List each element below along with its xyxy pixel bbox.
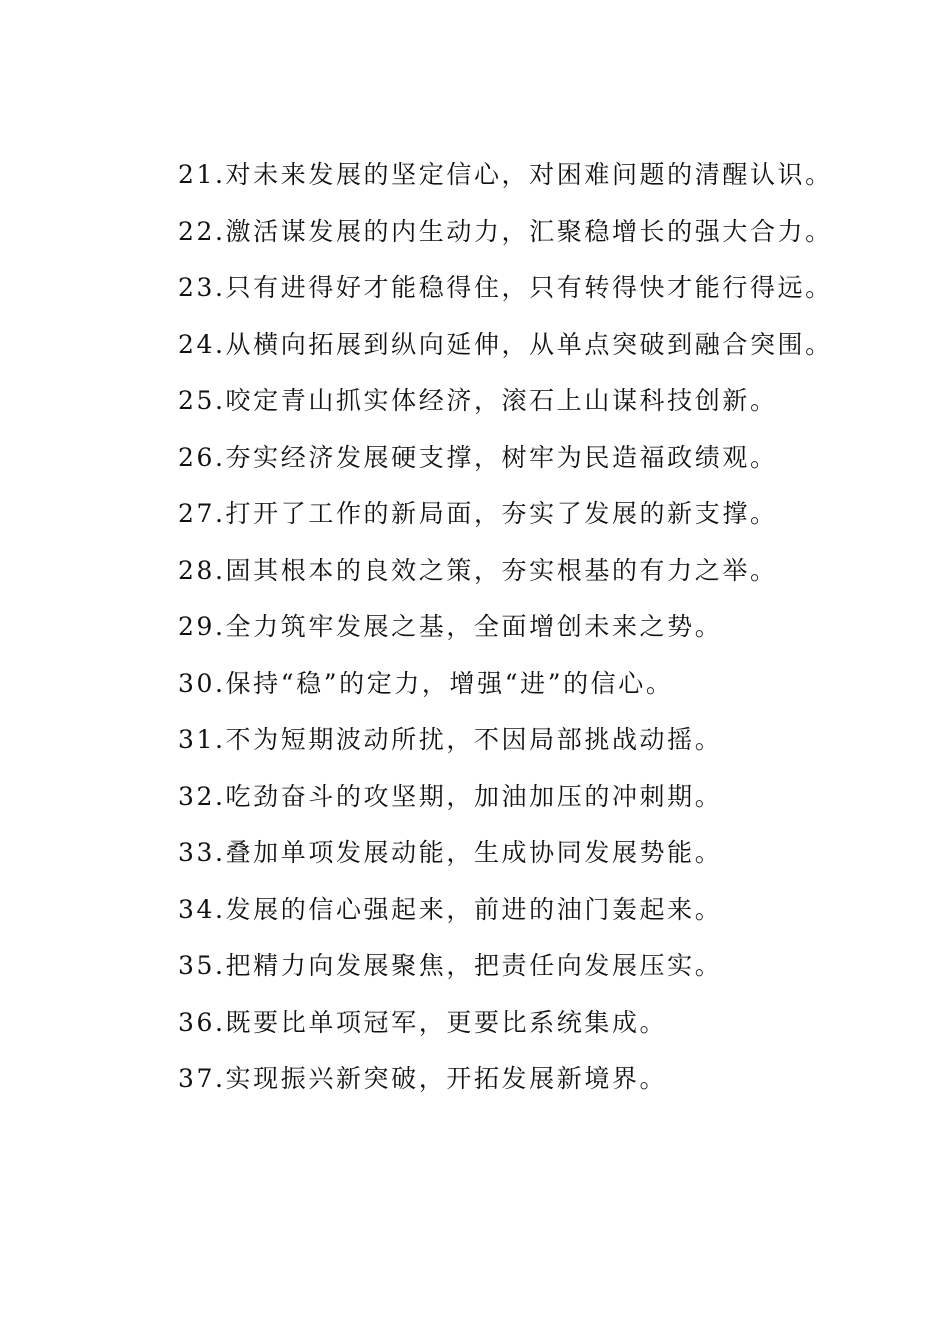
list-item: 26.夯实经济发展硬支撑，树牢为民造福政绩观。: [178, 442, 778, 472]
list-item: 33.叠加单项发展动能，生成协同发展势能。: [178, 838, 723, 867]
list-item: 23.只有进得好才能稳得住，只有转得快才能行得远。: [178, 273, 833, 302]
list-item: 24.从横向拓展到纵向延伸，从单点突破到融合突围。: [178, 329, 833, 359]
phrase-list: [178, 158, 878, 1119]
list-item: 25.咬定青山抓实体经济，滚石上山谋科技创新。: [178, 386, 778, 415]
list-item: 36.既要比单项冠军，更要比系统集成。: [178, 1007, 668, 1037]
list-item: 22.激活谋发展的内生动力，汇聚稳增长的强大合力。: [178, 216, 833, 246]
list-item: 30.保持“稳”的定力，增强“进”的信心。: [178, 668, 674, 698]
list-item: 27.打开了工作的新局面，夯实了发展的新支撑。: [178, 499, 778, 528]
list-item: 31.不为短期波动所扰，不因局部挑战动摇。: [178, 725, 723, 754]
list-item: 28.固其根本的良效之策，夯实根基的有力之举。: [178, 555, 778, 585]
list-item: 32.吃劲奋斗的攻坚期，加油加压的冲刺期。: [178, 781, 723, 811]
list-item: 29.全力筑牢发展之基，全面增创未来之势。: [178, 612, 723, 641]
list-item: 34.发展的信心强起来，前进的油门轰起来。: [178, 894, 723, 924]
list-item: 37.实现振兴新突破，开拓发展新境界。: [178, 1064, 668, 1093]
list-item: 35.把精力向发展聚焦，把责任向发展压实。: [178, 951, 723, 980]
list-item: 21.对未来发展的坚定信心，对困难问题的清醒认识。: [178, 160, 833, 189]
